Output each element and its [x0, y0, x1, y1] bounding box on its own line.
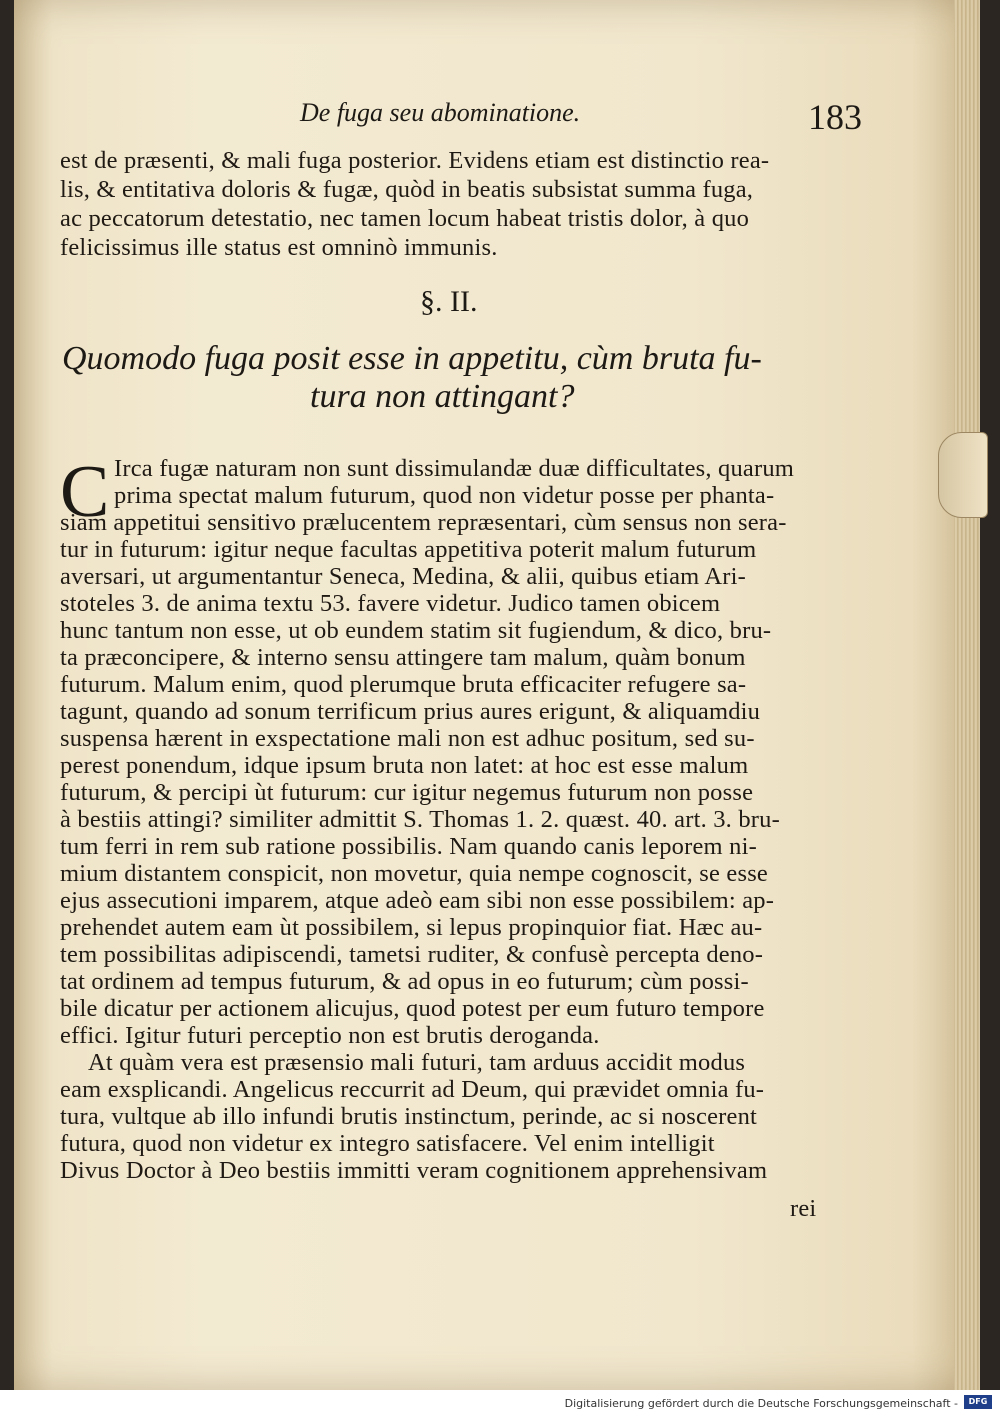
body-line: tem possibilitas adipiscendi, tametsi ruditer, & confusè percepta deno-: [60, 941, 764, 968]
funding-credit: Digitalisierung gefördert durch die Deutsche Forschungsgemeinschaft -: [564, 1397, 958, 1410]
dfg-logo: DFG: [964, 1395, 992, 1409]
body-line: hunc tantum non esse, ut ob eundem statim sit fugiendum, & dico, bru-: [60, 617, 772, 644]
body-line: tura, vultque ab illo infundi brutis instinctum, perinde, ac si noscerent: [60, 1103, 758, 1130]
opening-line: est de præsenti, & mali fuga posterior. Evidens etiam est distinctio rea-: [60, 147, 770, 174]
page-edge: [954, 0, 980, 1390]
body-line: aversari, ut argumentantur Seneca, Medina, & alii, quibus etiam Ari-: [60, 563, 747, 590]
body-line: tagunt, quando ad sonum terrificum prius aures erigunt, & aliquamdiu: [60, 698, 761, 725]
body-line: perest ponendum, idque ipsum bruta non latet: at hoc est esse malum: [60, 752, 749, 779]
footer-bar: [0, 1390, 1000, 1417]
body-line: futurum. Malum enim, quod plerumque bruta efficaciter refugere sa-: [60, 671, 747, 698]
body-line: suspensa hærent in exspectatione mali non est adhuc positum, sed su-: [60, 725, 755, 752]
body-line: stoteles 3. de anima textu 53. favere videtur. Judico tamen obicem: [60, 590, 721, 617]
body-line: eam exsplicandi. Angelicus reccurrit ad Deum, qui prævidet omnia fu-: [60, 1076, 765, 1103]
body-line: At quàm vera est præsensio mali futuri, tam arduus accidit modus: [88, 1049, 746, 1076]
body-line: Divus Doctor à Deo bestiis immitti veram cognitionem apprehensivam: [60, 1157, 768, 1184]
body-line: tat ordinem ad tempus futurum, & ad opus in eo futurum; cùm possi-: [60, 968, 749, 995]
section-number: §. II.: [420, 285, 478, 318]
opening-line: felicissimus ille status est omninò immunis.: [60, 234, 498, 261]
page-tab-marker: [938, 432, 988, 518]
body-line: mium distantem conspicit, non movetur, quia nempe cognoscit, se esse: [60, 860, 769, 887]
drop-cap: C: [60, 451, 110, 533]
running-head: De fuga seu abominatione.: [300, 98, 581, 127]
body-line: futurum, & percipi ùt futurum: cur igitur negemus futurum non posse: [60, 779, 754, 806]
catchword: rei: [790, 1195, 817, 1222]
body-line: futura, quod non videtur ex integro satisfacere. Vel enim intelligit: [60, 1130, 715, 1157]
body-line: effici. Igitur futuri perceptio non est brutis deroganda.: [60, 1022, 600, 1049]
opening-line: lis, & entitativa doloris & fugæ, quòd in beatis subsistat summa fuga,: [60, 176, 754, 203]
section-heading-line: Quomodo fuga posit esse in appetitu, cùm bruta fu-: [62, 340, 762, 377]
body-line: tum ferri in rem sub ratione possibilis. Nam quando canis leporem ni-: [60, 833, 757, 860]
body-line: bile dicatur per actionem alicujus, quod potest per eum futuro tempore: [60, 995, 765, 1022]
body-line: Irca fugæ naturam non sunt dissimulandæ duæ difficultates, quarum: [114, 455, 795, 482]
body-line: à bestiis attingi? similiter admittit S. Thomas 1. 2. quæst. 40. art. 3. bru-: [60, 806, 780, 833]
body-line: siam appetitui sensitivo prælucentem repræsentari, cùm sensus non sera-: [60, 509, 787, 536]
body-line: prehendet autem eam ùt possibilem, si lepus propinquior fiat. Hæc au-: [60, 914, 763, 941]
page-number: 183: [808, 97, 862, 137]
opening-line: ac peccatorum detestatio, nec tamen locum habeat tristis dolor, à quo: [60, 205, 750, 232]
section-heading-line: tura non attingant?: [310, 378, 575, 415]
body-line: prima spectat malum futurum, quod non videtur posse per phanta-: [114, 482, 775, 509]
body-line: ejus assecutioni imparem, atque adeò eam sibi non esse possibilem: ap-: [60, 887, 775, 914]
body-line: tur in futurum: igitur neque facultas appetitiva poterit malum futurum: [60, 536, 757, 563]
body-line: ta præconcipere, & interno sensu attingere tam malum, quàm bonum: [60, 644, 746, 671]
